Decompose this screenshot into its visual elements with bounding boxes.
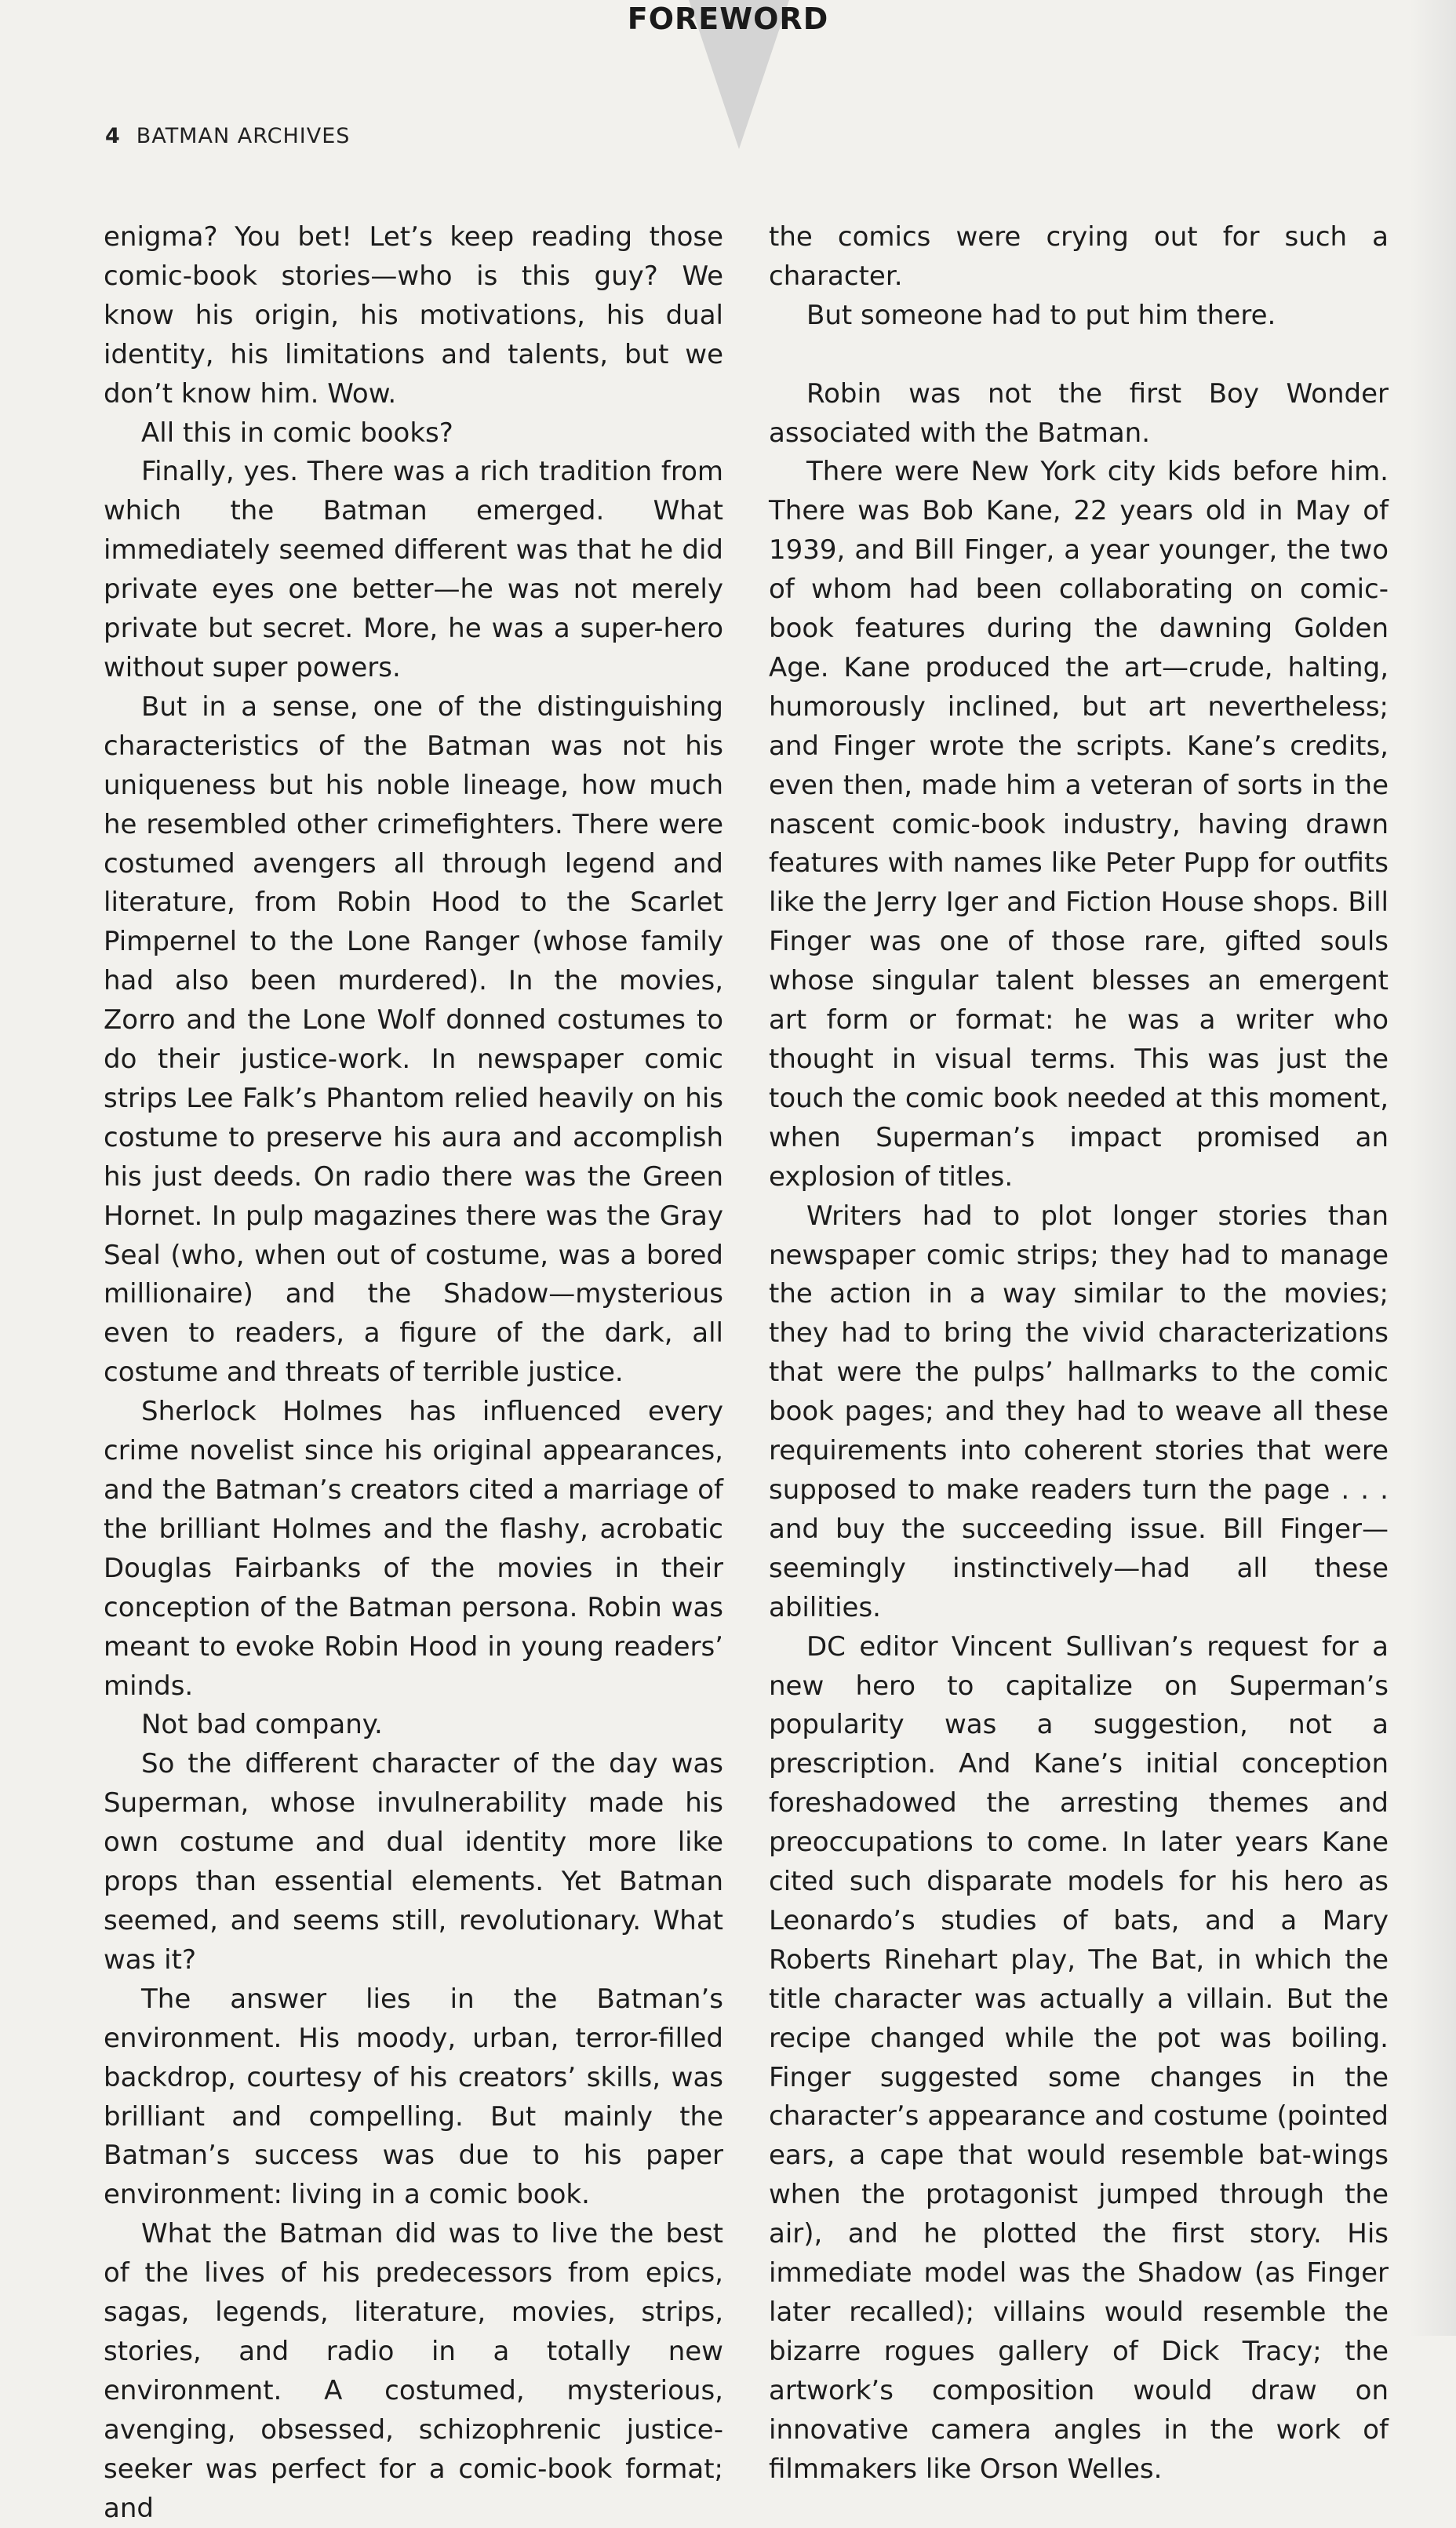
paragraph: So the different character of the day was Superman, whose invulnerability made his own costume and dual identity more like props than essential elements. Yet Batman seemed, and seems still, revolutionary. What was it? (104, 1748, 723, 1976)
paragraph: enigma? You bet! Let’s keep reading those comic-book stories—who is this guy? We know his origin, his motivations, his dual identity, his limitations and talents, but we don’t know him. Wow. (104, 221, 723, 410)
page-number: 4 (105, 124, 121, 148)
paragraph: Writers had to plot longer stories than newspaper comic strips; they had to manage the action in a way similar to the movies; they had to bring the vivid characterizations that were the pulps’ hallmarks to the comic book pages; and they had to weave all these requirements into coherent stories that were supposed to make readers turn the page . . . and buy the succeeding issue. Bill Finger—seemingly instinctively—had all these abilities. (769, 1200, 1389, 1623)
page-edge-shadow (1409, 0, 1456, 2336)
paragraph: But in a sense, one of the distinguishing characteristics of the Batman was not his uniqueness but his noble lineage, how much he resembled other crimefighters. There were costumed avengers all through legend and literature, from Robin Hood to the Scarlet Pimpernel to the Lone Ranger (whose family had also been murdered). In the movies, Zorro and the Lone Wolf donned costumes to do their justice-work. In newspaper comic strips Lee Falk’s Phantom relied heavily on his costume to preserve his aura and accomplish his just deeds. On radio there was the Green Hornet. In pulp magazines there was the Gray Seal (who, when out of costume, was a bored millionaire) and the Shadow—mysterious even to readers, a figure of the dark, all costume and threats of terrible justice. (104, 690, 723, 1389)
left-column (104, 218, 723, 2528)
paragraph: But someone had to put him there. (806, 299, 1276, 331)
paragraph: Not bad company. (141, 1709, 383, 1741)
running-head (105, 124, 350, 148)
paragraph: The answer lies in the Batman’s environment. His moody, urban, terror-filled backdrop, courtesy of his creators’ skills, was brilliant and compelling. But mainly the Batman’s success was due to his paper environment: living in a comic book. (104, 1983, 723, 2211)
paragraph: Sherlock Holmes has influenced every crime novelist since his original appearances, and the Batman’s creators cited a marriage of the brilliant Holmes and the flashy, acrobatic Douglas Fairbanks of the movies in their conception of the Batman persona. Robin was meant to evoke Robin Hood in young readers’ minds. (104, 1396, 723, 1702)
section-title: FOREWORD (627, 2, 829, 36)
paragraph: DC editor Vincent Sullivan’s request for a new hero to capitalize on Superman’s popularity was a suggestion, not a prescription. And Kane’s initial conception foreshadowed the arresting themes and preoccupations to come. In later years Kane cited such disparate models for his hero as Leonardo’s studies of bats, and a Mary Roberts Rinehart play, The Bat, in which the title character was actually a villain. But the recipe changed while the pot was boiling. Finger suggested some changes in the character’s appearance and costume (pointed ears, a cape that would resemble bat-wings when the protagonist jumped through the air), and he plotted the first story. His immediate model was the Shadow (as Finger later recalled); villains would resemble the bizarre rogues gallery of Dick Tracy; the artwork’s composition would draw on innovative camera angles in the work of filmmakers like Orson Welles. (769, 1630, 1389, 2485)
paragraph: Robin was not the first Boy Wonder associated with the Batman. (769, 377, 1389, 449)
paragraph: Finally, yes. There was a rich tradition from which the Batman emerged. What immediately seemed different was that he did private eyes one better—he was not merely private but secret. More, he was a super-hero without super powers. (104, 456, 723, 683)
paragraph: What the Batman did was to live the best of the lives of his predecessors from epics, sagas, legends, literature, movies, strips, stories, and radio in a totally new environment. A costumed, mysterious, avenging, obsessed, schizophrenic justice-seeker was perfect for a comic-book format; and (104, 2218, 723, 2524)
right-column (769, 218, 1389, 2490)
running-title: BATMAN ARCHIVES (136, 124, 351, 148)
paragraph: All this in comic books? (141, 417, 453, 449)
paragraph: the comics were crying out for such a character. (769, 221, 1389, 292)
paragraph: There were New York city kids before him. There was Bob Kane, 22 years old in May of 1939, and Bill Finger, a year younger, the two of whom had been collaborating on comic-book features during the dawning Golden Age. Kane produced the art—crude, halting, humorously inclined, but art nevertheless; and Finger wrote the scripts. Kane’s credits, even then, made him a veteran of sorts in the nascent comic-book industry, having drawn features with names like Peter Pupp for outfits like the Jerry Iger and Fiction House shops. Bill Finger was one of those rare, gifted souls whose singular talent blesses an emergent art form or format: he was a writer who thought in visual terms. This was just the touch the comic book needed at this moment, when Superman’s impact promised an explosion of titles. (769, 456, 1389, 1193)
